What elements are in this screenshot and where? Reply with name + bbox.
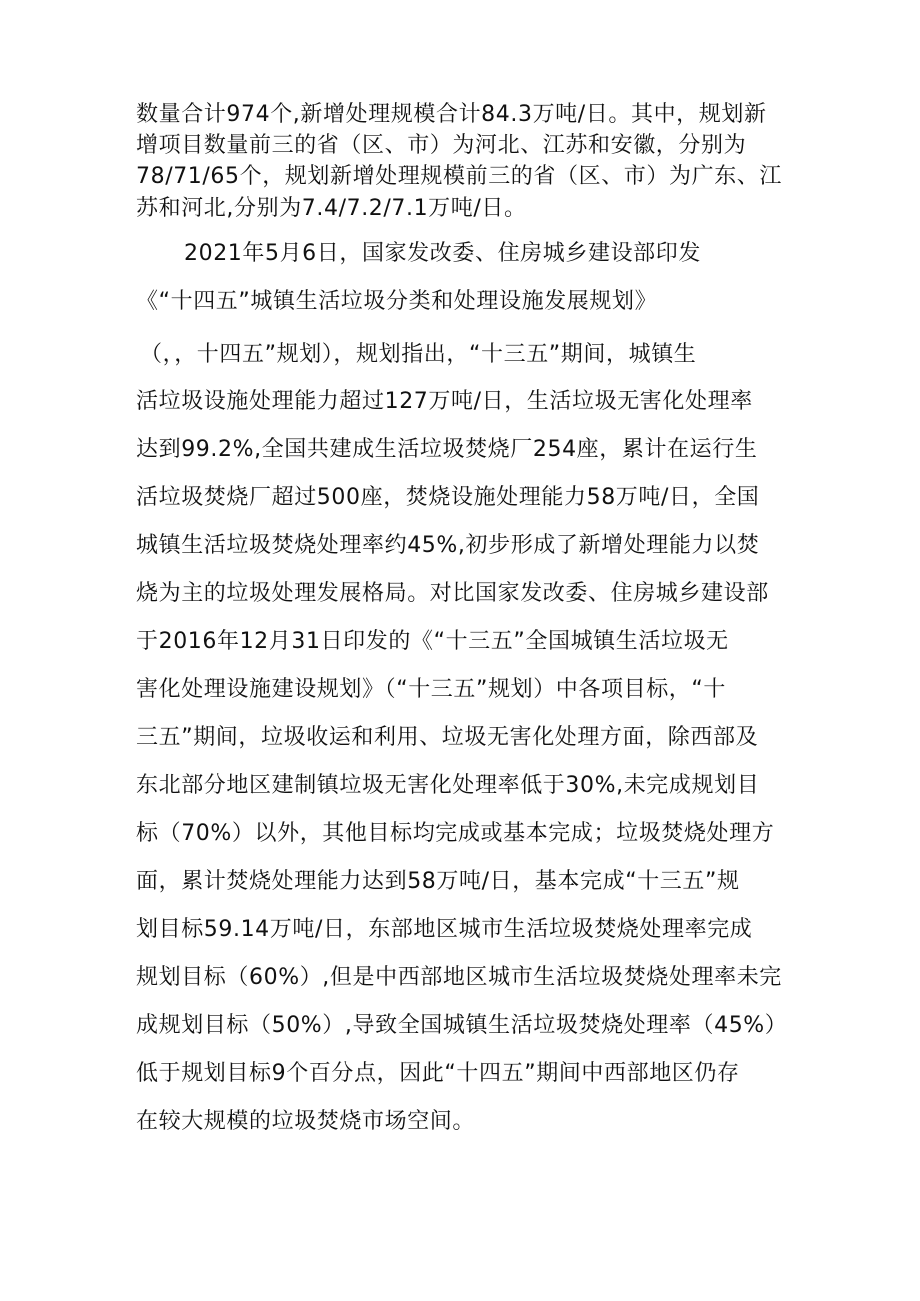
text-line: 活垃圾焚烧厂超过500座，焚烧设施处理能力58万吨/日，全国 — [136, 485, 760, 510]
text-line: 三五”期间，垃圾收运和利用、垃圾无害化处理方面，除西部及 — [136, 725, 759, 750]
text-line: 活垃圾设施处理能力超过127万吨/日，生活垃圾无害化处理率 — [136, 389, 753, 414]
text-line: 成规划目标（50%）,导致全国城镇生活垃圾焚烧处理率（45%） — [136, 1013, 788, 1038]
text-line: 规划目标（60%）,但是中西部地区城市生活垃圾焚烧处理率未完 — [136, 965, 782, 990]
text-line: 划目标59.14万吨/日，东部地区城市生活垃圾焚烧处理率完成 — [136, 917, 753, 942]
text-line: 于2016年12月31日印发的《“十三五”全国城镇生活垃圾无 — [136, 629, 729, 654]
text-line: 害化处理设施建设规划》（“十三五”规划）中各项目标，“十 — [136, 677, 726, 702]
text-line: （，，十四五”规划），规划指出，“十三五”期间，城镇生 — [140, 342, 697, 367]
text-line: 达到99.2%,全国共建成生活垃圾焚烧厂254座，累计在运行生 — [136, 437, 758, 462]
text-line: 烧为主的垃圾处理发展格局。对比国家发改委、住房城乡建设部 — [136, 581, 769, 606]
text-line: 低于规划目标9个百分点，因此“十四五”期间中西部地区仍存 — [136, 1061, 740, 1086]
text-line: 标（70%）以外，其他目标均完成或基本完成；垃圾焚烧处理方 — [136, 821, 775, 846]
text-line: 城镇生活垃圾焚烧处理率约45%,初步形成了新增处理能力以焚 — [136, 533, 760, 558]
text-line: 数量合计974个,新增处理规模合计84.3万吨/日。其中，规划新 — [136, 102, 767, 127]
text-line: 面，累计焚烧处理能力达到58万吨/日，基本完成“十三五”规 — [136, 869, 740, 894]
text-line: 东北部分地区建制镇垃圾无害化处理率低于30%,未完成规划目 — [136, 773, 760, 798]
text-line: 苏和河北,分别为7.4/7.2/7.1万吨/日。 — [136, 196, 527, 221]
text-line: 78/71/65个，规划新增处理规模前三的省（区、市）为广东、江 — [136, 164, 783, 189]
text-line: 《“十四五”城镇生活垃圾分类和处理设施发展规划》 — [136, 289, 658, 314]
text-line: 2021年5月6日，国家发改委、住房城乡建设部印发 — [184, 241, 701, 266]
text-line: 增项目数量前三的省（区、市）为河北、江苏和安徽，分别为 — [136, 133, 747, 158]
text-line: 在较大规模的垃圾焚烧市场空间。 — [136, 1109, 476, 1134]
